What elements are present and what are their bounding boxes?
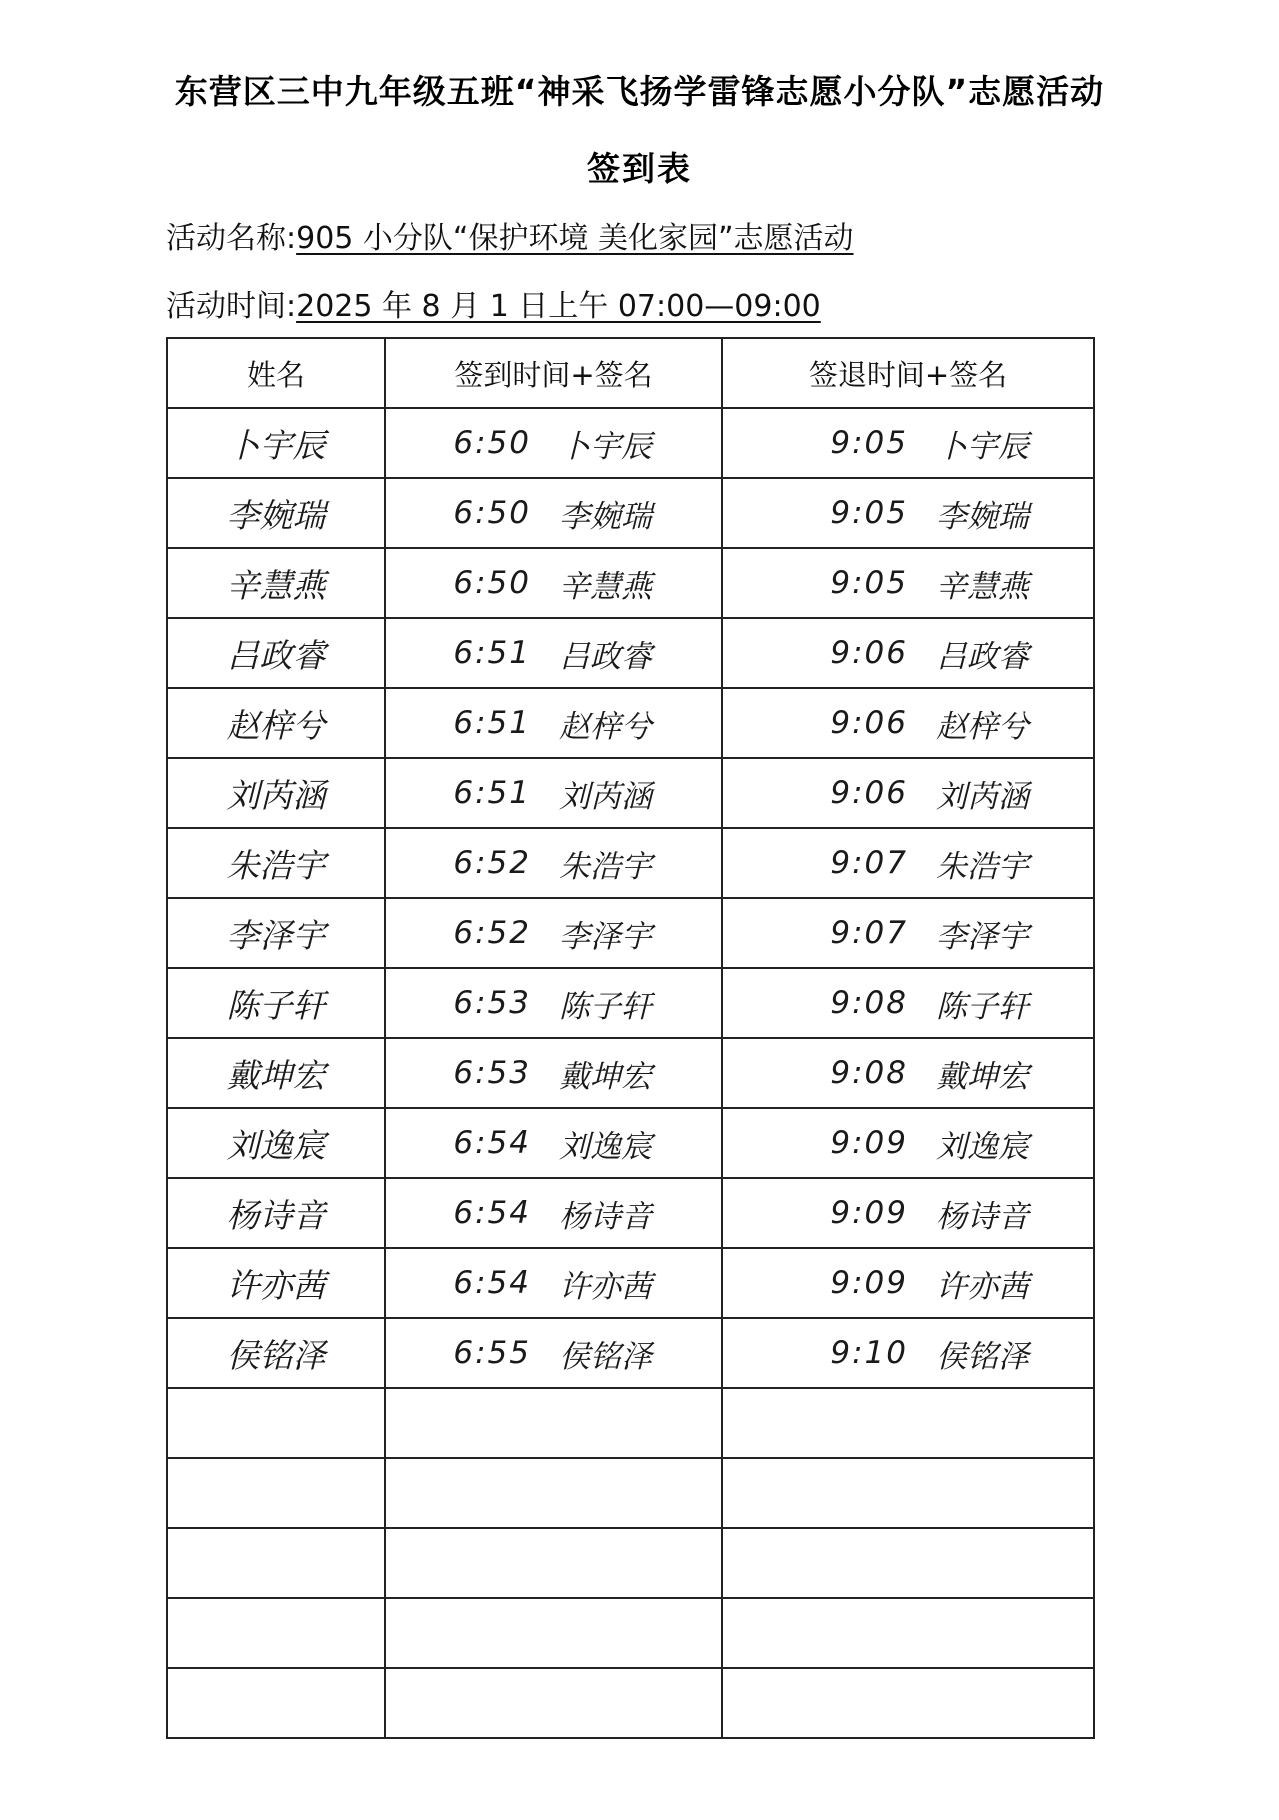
sign-in-cell: [385, 478, 722, 548]
activity-name-line: [166, 213, 854, 257]
name-cell: [167, 478, 385, 548]
sign-out-time: 9:09: [830, 1195, 908, 1231]
handwritten-name: 侯铭泽: [226, 1335, 326, 1375]
header-sign-in: 签到时间+签名: [385, 338, 722, 408]
name-cell: [167, 1528, 385, 1598]
sign-in-signature: 辛慧燕: [559, 568, 652, 605]
sign-in-time: 6:54: [453, 1265, 531, 1301]
sign-out-cell: [722, 1248, 1094, 1318]
header-name: 姓名: [167, 338, 385, 408]
table-row: [167, 408, 1094, 478]
name-cell: [167, 688, 385, 758]
sign-in-time: 6:52: [453, 845, 531, 881]
sign-in-time: 6:54: [453, 1195, 531, 1231]
activity-name-value: 905 小分队“保护环境 美化家园”志愿活动: [296, 221, 854, 256]
sign-out-cell: [722, 618, 1094, 688]
document-subtitle: 签到表: [587, 149, 692, 188]
sign-in-cell: [385, 1598, 722, 1668]
sign-in-cell: [385, 1318, 722, 1388]
name-cell: [167, 758, 385, 828]
table-row: [167, 1598, 1094, 1668]
sign-in-cell: [385, 1388, 722, 1458]
sign-in-time: 6:53: [453, 985, 531, 1021]
activity-name-label: 活动名称:: [166, 221, 297, 256]
name-cell: [167, 828, 385, 898]
sign-in-cell: [385, 408, 722, 478]
sign-out-signature: 戴坤宏: [936, 1058, 1029, 1095]
table-row: [167, 1248, 1094, 1318]
sign-out-cell: [722, 1458, 1094, 1528]
sign-out-time: 9:08: [830, 985, 908, 1021]
sign-in-signature: 赵梓兮: [559, 708, 652, 745]
sign-in-cell: [385, 968, 722, 1038]
sign-out-cell: [722, 1038, 1094, 1108]
sign-out-time: 9:06: [830, 775, 908, 811]
sign-out-cell: [722, 1668, 1094, 1738]
sign-in-cell: [385, 898, 722, 968]
table-row: [167, 478, 1094, 548]
handwritten-name: 辛慧燕: [226, 565, 326, 605]
sign-out-cell: [722, 968, 1094, 1038]
sign-out-time: 9:08: [830, 1055, 908, 1091]
sign-in-cell: [385, 688, 722, 758]
sign-in-time: 6:50: [453, 495, 531, 531]
name-cell: [167, 1598, 385, 1668]
table-row: [167, 1038, 1094, 1108]
sign-out-signature: 卜宇辰: [936, 428, 1029, 465]
sign-in-cell: [385, 1108, 722, 1178]
sign-in-signature: 刘逸宸: [559, 1128, 652, 1165]
sign-in-signature: 卜宇辰: [559, 428, 652, 465]
handwritten-name: 李泽宇: [226, 915, 326, 955]
name-cell: [167, 1458, 385, 1528]
table-row: [167, 688, 1094, 758]
handwritten-name: 刘芮涵: [226, 775, 326, 815]
sign-out-signature: 侯铭泽: [936, 1338, 1029, 1375]
sign-out-cell: [722, 688, 1094, 758]
name-cell: [167, 618, 385, 688]
sign-in-signature: 许亦茜: [559, 1268, 652, 1305]
sign-out-time: 9:10: [830, 1335, 908, 1371]
sign-in-cell: [385, 618, 722, 688]
name-cell: [167, 408, 385, 478]
table-row: [167, 1388, 1094, 1458]
handwritten-name: 吕政睿: [226, 635, 326, 675]
attendance-table: [166, 337, 1095, 1739]
handwritten-name: 李婉瑞: [226, 495, 326, 535]
table-row: [167, 898, 1094, 968]
sign-out-signature: 杨诗音: [936, 1198, 1029, 1235]
sign-out-cell: [722, 1528, 1094, 1598]
sign-out-time: 9:09: [830, 1265, 908, 1301]
sign-in-time: 6:50: [453, 565, 531, 601]
table-header-row: [167, 338, 1094, 408]
name-cell: [167, 898, 385, 968]
sign-in-cell: [385, 758, 722, 828]
sign-out-signature: 许亦茜: [936, 1268, 1029, 1305]
sign-out-time: 9:05: [830, 495, 908, 531]
sign-out-signature: 吕政睿: [936, 638, 1029, 675]
name-cell: [167, 1108, 385, 1178]
sign-in-time: 6:51: [453, 775, 531, 811]
sign-in-signature: 李婉瑞: [559, 498, 652, 535]
document-title: 东营区三中九年级五班“神采飞扬学雷锋志愿小分队”志愿活动: [174, 72, 1105, 111]
sign-in-cell: [385, 548, 722, 618]
sign-in-signature: 侯铭泽: [559, 1338, 652, 1375]
name-cell: [167, 1318, 385, 1388]
table-row: [167, 1458, 1094, 1528]
handwritten-name: 朱浩宇: [226, 845, 326, 885]
sign-out-time: 9:06: [830, 705, 908, 741]
sign-out-cell: [722, 1598, 1094, 1668]
sign-in-time: 6:51: [453, 705, 531, 741]
name-cell: [167, 1668, 385, 1738]
sign-in-time: 6:55: [453, 1335, 531, 1371]
sign-in-cell: [385, 1248, 722, 1318]
table-row: [167, 1318, 1094, 1388]
name-cell: [167, 548, 385, 618]
sign-in-cell: [385, 1528, 722, 1598]
sign-out-time: 9:07: [830, 845, 908, 881]
sign-out-time: 9:05: [830, 425, 908, 461]
table-row: [167, 1178, 1094, 1248]
handwritten-name: 赵梓兮: [226, 705, 326, 745]
sign-in-time: 6:52: [453, 915, 531, 951]
sign-out-time: 9:09: [830, 1125, 908, 1161]
sign-out-cell: [722, 408, 1094, 478]
sign-in-signature: 戴坤宏: [559, 1058, 652, 1095]
handwritten-name: 刘逸宸: [226, 1125, 326, 1165]
table-row: [167, 828, 1094, 898]
sign-out-signature: 李婉瑞: [936, 498, 1029, 535]
handwritten-name: 戴坤宏: [226, 1055, 326, 1095]
sign-in-signature: 吕政睿: [559, 638, 652, 675]
name-cell: [167, 968, 385, 1038]
sign-out-signature: 辛慧燕: [936, 568, 1029, 605]
name-cell: [167, 1178, 385, 1248]
sign-out-cell: [722, 478, 1094, 548]
sign-out-cell: [722, 758, 1094, 828]
header-sign-out: 签退时间+签名: [722, 338, 1094, 408]
sign-out-cell: [722, 1318, 1094, 1388]
sign-in-time: 6:53: [453, 1055, 531, 1091]
sign-out-signature: 刘芮涵: [936, 778, 1029, 815]
sign-out-signature: 朱浩宇: [936, 848, 1029, 885]
handwritten-name: 杨诗音: [226, 1195, 326, 1235]
sign-out-cell: [722, 548, 1094, 618]
table-row: [167, 1528, 1094, 1598]
sign-out-signature: 李泽宇: [936, 918, 1029, 955]
sign-in-cell: [385, 828, 722, 898]
table-row: [167, 1108, 1094, 1178]
handwritten-name: 陈子轩: [226, 985, 326, 1025]
name-cell: [167, 1248, 385, 1318]
sign-out-cell: [722, 1178, 1094, 1248]
sign-in-signature: 陈子轩: [559, 988, 652, 1025]
activity-time-line: [166, 281, 821, 325]
table-row: [167, 618, 1094, 688]
name-cell: [167, 1038, 385, 1108]
sign-in-signature: 杨诗音: [559, 1198, 652, 1235]
sign-out-signature: 陈子轩: [936, 988, 1029, 1025]
handwritten-name: 许亦茜: [226, 1265, 326, 1305]
activity-time-value: 2025 年 8 月 1 日上午 07:00—09:00: [296, 289, 821, 324]
sign-out-signature: 刘逸宸: [936, 1128, 1029, 1165]
sign-out-cell: [722, 1108, 1094, 1178]
sign-in-time: 6:51: [453, 635, 531, 671]
table-row: [167, 1668, 1094, 1738]
sign-in-cell: [385, 1038, 722, 1108]
sign-out-time: 9:06: [830, 635, 908, 671]
table-row: [167, 548, 1094, 618]
sign-out-cell: [722, 828, 1094, 898]
sign-in-cell: [385, 1668, 722, 1738]
sign-in-cell: [385, 1178, 722, 1248]
sign-in-time: 6:54: [453, 1125, 531, 1161]
sign-in-signature: 刘芮涵: [559, 778, 652, 815]
sign-in-signature: 朱浩宇: [559, 848, 652, 885]
sign-out-time: 9:05: [830, 565, 908, 601]
sign-in-cell: [385, 1458, 722, 1528]
sign-out-time: 9:07: [830, 915, 908, 951]
activity-time-label: 活动时间:: [166, 289, 297, 324]
sign-in-time: 6:50: [453, 425, 531, 461]
sign-out-cell: [722, 898, 1094, 968]
sign-out-signature: 赵梓兮: [936, 708, 1029, 745]
name-cell: [167, 1388, 385, 1458]
sign-in-signature: 李泽宇: [559, 918, 652, 955]
sign-out-cell: [722, 1388, 1094, 1458]
handwritten-name: 卜宇辰: [226, 425, 326, 465]
table-row: [167, 968, 1094, 1038]
table-row: [167, 758, 1094, 828]
